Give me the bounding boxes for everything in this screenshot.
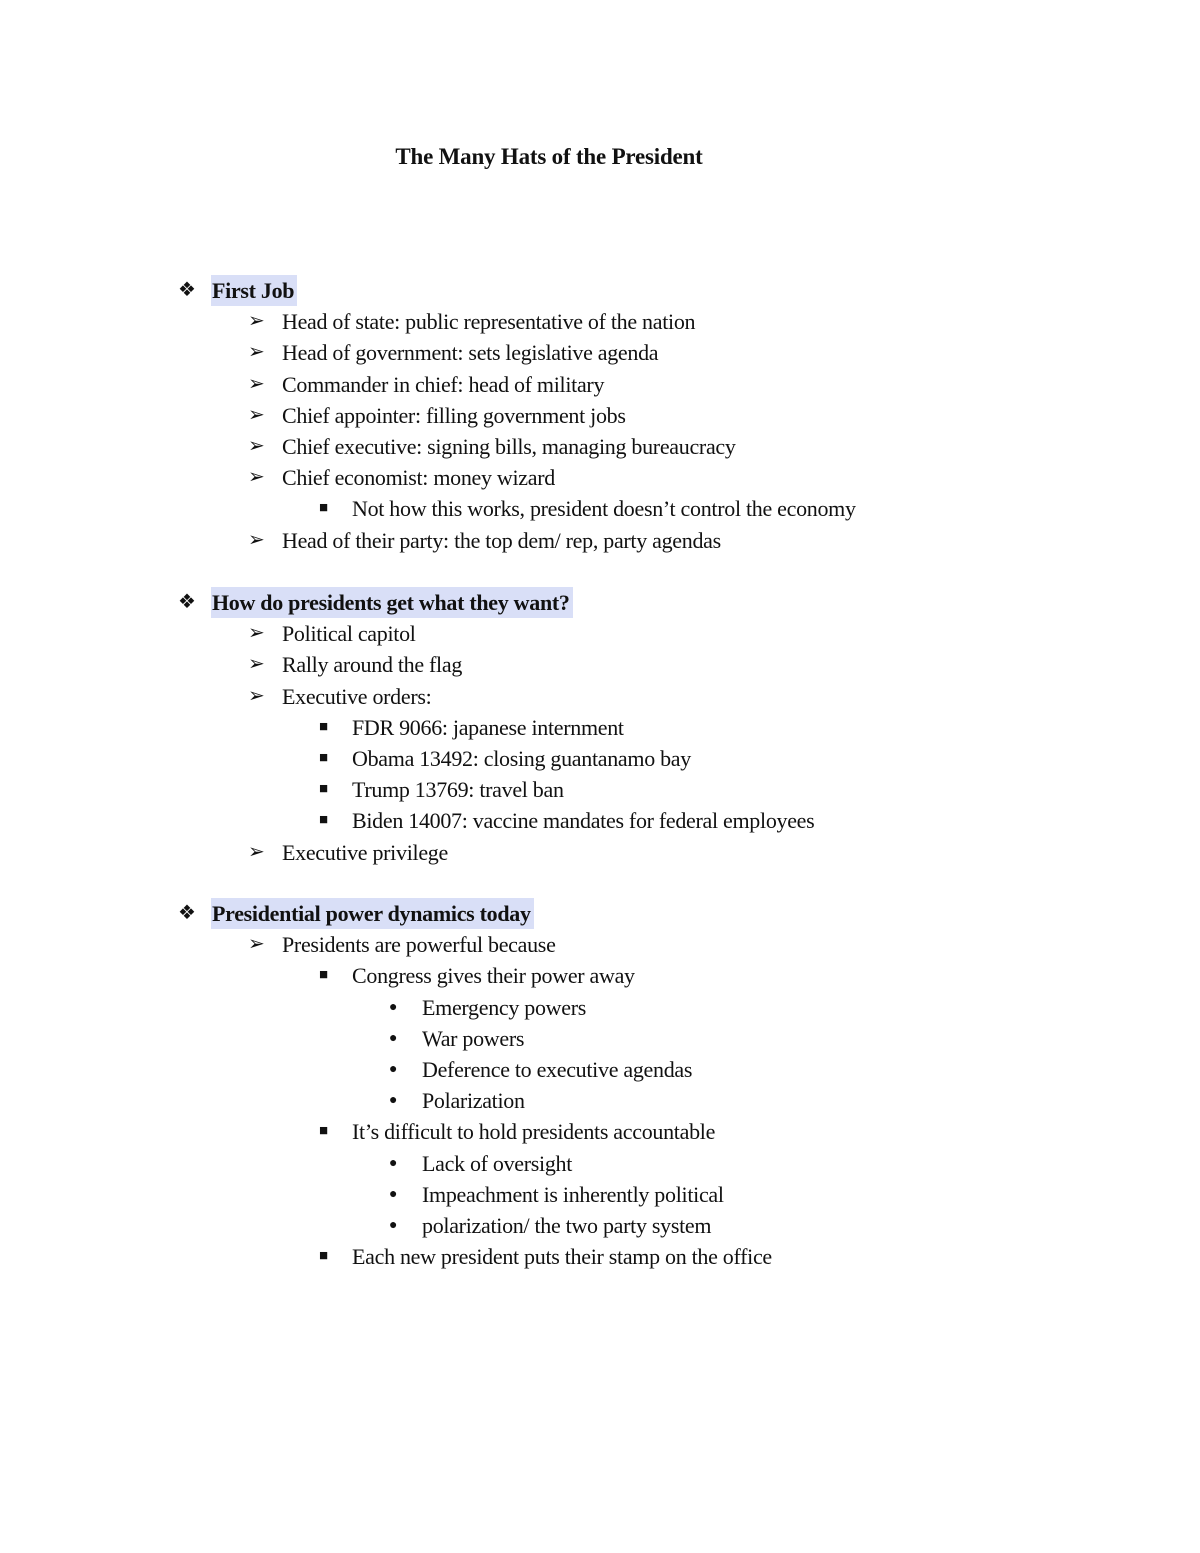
list-item-text: Each new president puts their stamp on the office bbox=[352, 1244, 772, 1270]
list-item-text: Commander in chief: head of military bbox=[282, 371, 605, 397]
arrow-bullet-icon: ➢ bbox=[248, 528, 265, 551]
dot-bullet-icon: ● bbox=[389, 1093, 398, 1109]
list-item bbox=[0, 1241, 1200, 1272]
arrow-bullet-icon: ➢ bbox=[248, 684, 265, 707]
list-item bbox=[0, 805, 1200, 836]
list-item bbox=[0, 681, 1200, 712]
dot-bullet-icon: ● bbox=[389, 1061, 398, 1077]
arrow-bullet-icon: ➢ bbox=[248, 653, 265, 676]
list-item bbox=[0, 1210, 1200, 1241]
heading-text: Presidential power dynamics today bbox=[211, 898, 534, 929]
arrow-bullet-icon: ➢ bbox=[248, 341, 265, 364]
list-item bbox=[0, 774, 1200, 805]
list-item bbox=[0, 712, 1200, 743]
list-item bbox=[0, 1116, 1200, 1147]
arrow-bullet-icon: ➢ bbox=[248, 622, 265, 645]
heading-text: First Job bbox=[211, 275, 297, 306]
section-heading bbox=[0, 898, 1200, 929]
list-item-text: Emergency powers bbox=[422, 994, 587, 1020]
list-item-text: Polarization bbox=[422, 1088, 525, 1114]
section-first-job bbox=[0, 275, 1200, 556]
list-item bbox=[0, 1148, 1200, 1179]
list-item bbox=[0, 306, 1200, 337]
list-item-text: Obama 13492: closing guantanamo bay bbox=[352, 745, 691, 771]
list-item bbox=[0, 337, 1200, 368]
list-item-text: Deference to executive agendas bbox=[422, 1056, 693, 1082]
arrow-bullet-icon: ➢ bbox=[248, 403, 265, 426]
arrow-bullet-icon: ➢ bbox=[248, 434, 265, 457]
list-item-text: FDR 9066: japanese internment bbox=[352, 714, 624, 740]
section-presidential-power-dynamics bbox=[0, 898, 1200, 1272]
list-item bbox=[0, 400, 1200, 431]
list-item-text: War powers bbox=[422, 1025, 525, 1051]
section-presidents-get-what-they-want bbox=[0, 587, 1200, 868]
square-bullet-icon: ■ bbox=[319, 781, 328, 798]
heading-text: How do presidents get what they want? bbox=[211, 587, 573, 618]
list-item bbox=[0, 1179, 1200, 1210]
list-item-text: Impeachment is inherently political bbox=[422, 1181, 724, 1207]
list-item bbox=[0, 525, 1200, 556]
arrow-bullet-icon: ➢ bbox=[248, 310, 265, 333]
list-item bbox=[0, 992, 1200, 1023]
dot-bullet-icon: ● bbox=[389, 999, 398, 1015]
arrow-bullet-icon: ➢ bbox=[248, 933, 265, 956]
list-item-text: Trump 13769: travel ban bbox=[352, 777, 564, 803]
list-item-text: Political capitol bbox=[282, 621, 416, 647]
diamond-bullet-icon: ❖ bbox=[178, 902, 196, 924]
list-item bbox=[0, 743, 1200, 774]
square-bullet-icon: ■ bbox=[319, 967, 328, 984]
square-bullet-icon: ■ bbox=[319, 812, 328, 829]
list-item-text: Executive orders: bbox=[282, 683, 432, 709]
arrow-bullet-icon: ➢ bbox=[248, 466, 265, 489]
square-bullet-icon: ■ bbox=[319, 749, 328, 766]
list-item-text: Lack of oversight bbox=[422, 1150, 573, 1176]
square-bullet-icon: ■ bbox=[319, 500, 328, 517]
list-item-text: Not how this works, president doesn’t control the economy bbox=[352, 496, 856, 522]
list-item-text: It’s difficult to hold presidents accountable bbox=[352, 1119, 716, 1145]
list-item bbox=[0, 1085, 1200, 1116]
arrow-bullet-icon: ➢ bbox=[248, 840, 265, 863]
list-item-text: Biden 14007: vaccine mandates for federal employees bbox=[352, 808, 815, 834]
list-item-text: polarization/ the two party system bbox=[422, 1212, 712, 1238]
list-item-text: Chief executive: signing bills, managing bureaucracy bbox=[282, 433, 736, 459]
list-item-text: Executive privilege bbox=[282, 839, 448, 865]
section-heading bbox=[0, 275, 1200, 306]
list-item bbox=[0, 431, 1200, 462]
list-item-text: Head of government: sets legislative agenda bbox=[282, 340, 659, 366]
diamond-bullet-icon: ❖ bbox=[178, 591, 196, 613]
list-item bbox=[0, 493, 1200, 524]
list-item bbox=[0, 462, 1200, 493]
dot-bullet-icon: ● bbox=[389, 1155, 398, 1171]
section-heading bbox=[0, 587, 1200, 618]
diamond-bullet-icon: ❖ bbox=[178, 279, 196, 301]
list-item-text: Chief appointer: filling government jobs bbox=[282, 402, 626, 428]
list-item bbox=[0, 929, 1200, 960]
list-item-text: Head of state: public representative of the nation bbox=[282, 309, 696, 335]
dot-bullet-icon: ● bbox=[389, 1030, 398, 1046]
list-item bbox=[0, 618, 1200, 649]
dot-bullet-icon: ● bbox=[389, 1217, 398, 1233]
list-item-text: Congress gives their power away bbox=[352, 963, 635, 989]
square-bullet-icon: ■ bbox=[319, 1123, 328, 1140]
list-item bbox=[0, 960, 1200, 991]
square-bullet-icon: ■ bbox=[319, 1248, 328, 1265]
list-item-text: Presidents are powerful because bbox=[282, 932, 556, 958]
list-item-text: Head of their party: the top dem/ rep, party agendas bbox=[282, 527, 721, 553]
arrow-bullet-icon: ➢ bbox=[248, 372, 265, 395]
list-item bbox=[0, 369, 1200, 400]
square-bullet-icon: ■ bbox=[319, 718, 328, 735]
dot-bullet-icon: ● bbox=[389, 1186, 398, 1202]
list-item bbox=[0, 1054, 1200, 1085]
document-title: The Many Hats of the President bbox=[395, 144, 703, 169]
list-item-text: Rally around the flag bbox=[282, 652, 463, 678]
list-item bbox=[0, 1023, 1200, 1054]
list-item-text: Chief economist: money wizard bbox=[282, 465, 555, 491]
list-item bbox=[0, 649, 1200, 680]
list-item bbox=[0, 837, 1200, 868]
